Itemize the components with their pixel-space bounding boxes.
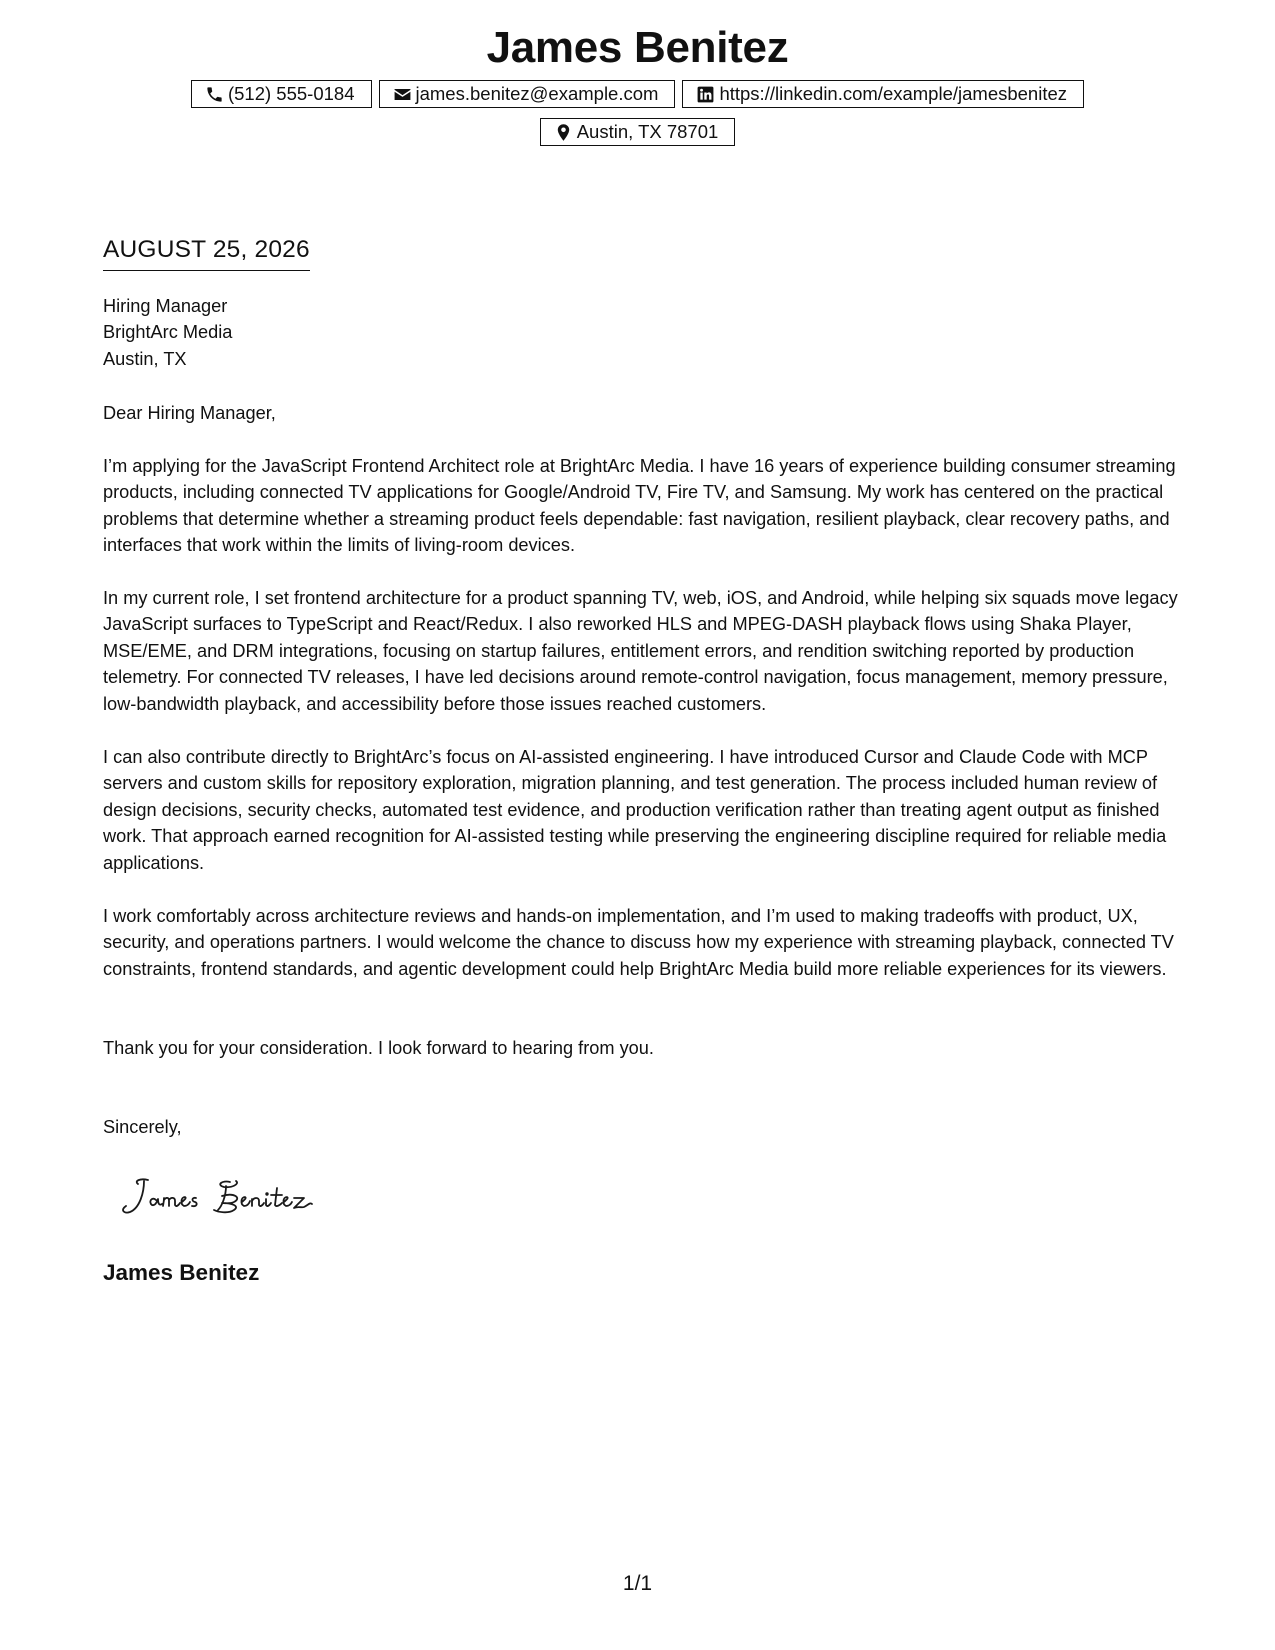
- paragraph-intro: I’m applying for the JavaScript Frontend Architect role at BrightArc Media. I have 16 years of experience building consumer streaming products, including connected TV applications for Google/Android TV, Fire TV, and Samsung. My work has centered on the practical problems that determine whether a streaming product feels dependable: fast navigation, resilient playback, clear recovery paths, and interfaces that work within the limits of living-room devices.: [103, 456, 1176, 556]
- phone-number: (512) 555-0184: [227, 83, 355, 104]
- paragraph-current-role: In my current role, I set frontend architecture for a product spanning TV, web, iOS, and Android, while helping six squads move legacy JavaScript surfaces to TypeScript and React/Redux. I also reworked HLS and MPEG-DASH playback flows using Shaka Player, MSE/EME, and DRM integrations, focusing on startup failures, entitlement errors, and rendition switching reported by production telemetry. For connected TV releases, I have led decisions around remote-control navigation, focus management, memory pressure, low-bandwidth playback, and accessibility before those issues reached customers.: [103, 588, 1178, 714]
- email-address[interactable]: james.benitez@example.com: [415, 83, 659, 104]
- email-chip[interactable]: [379, 80, 676, 108]
- page-indicator: 1/1: [622, 1572, 653, 1595]
- contact-row-location: [0, 118, 1275, 146]
- closing: Sincerely,: [103, 1117, 182, 1137]
- letter-date: AUGUST 25, 2026: [103, 234, 310, 271]
- location-chip: [540, 118, 736, 146]
- phone-icon: [205, 85, 224, 104]
- recipient-title: Hiring Manager: [103, 296, 228, 316]
- recipient-location: Austin, TX: [103, 348, 187, 369]
- handwritten-signature: [118, 1172, 348, 1220]
- paragraph-collaboration: I work comfortably across architecture reviews and hands-on implementation, and I’m used to making tradeoffs with product, UX, security, and operations partners. I would welcome the chance to discuss how my experience with streaming playback, connected TV constraints, frontend standards, and agentic development could help BrightArc Media build more reliable experiences for its viewers.: [103, 906, 1174, 979]
- linkedin-chip[interactable]: [682, 80, 1084, 108]
- applicant-name: James Benitez: [486, 23, 789, 72]
- paragraph-ai-engineering: I can also contribute directly to BrightArc’s focus on AI-assisted engineering. I have introduced Cursor and Claude Code with MCP servers and custom skills for repository exploration, migration planning, and test generation. The process included human review of design decisions, security checks, automated test evidence, and production verification rather than treating agent output as finished work. That approach earned recognition for AI-assisted testing while preserving the engineering discipline required for reliable media applications.: [103, 747, 1167, 873]
- envelope-icon: [393, 85, 412, 104]
- phone-chip: [191, 80, 372, 108]
- thanks-line: Thank you for your consideration. I look forward to hearing from you.: [103, 1038, 654, 1058]
- contact-row: [0, 80, 1275, 108]
- linkedin-url[interactable]: https://linkedin.com/example/jamesbenitez: [719, 83, 1068, 104]
- location-text: Austin, TX 78701: [576, 121, 719, 142]
- linkedin-icon: [696, 85, 715, 104]
- signer-name: James Benitez: [103, 1260, 260, 1285]
- recipient-company: BrightArc Media: [103, 322, 233, 343]
- salutation: Dear Hiring Manager,: [103, 403, 276, 423]
- map-pin-icon: [554, 123, 573, 142]
- recipient-address: [103, 293, 1183, 372]
